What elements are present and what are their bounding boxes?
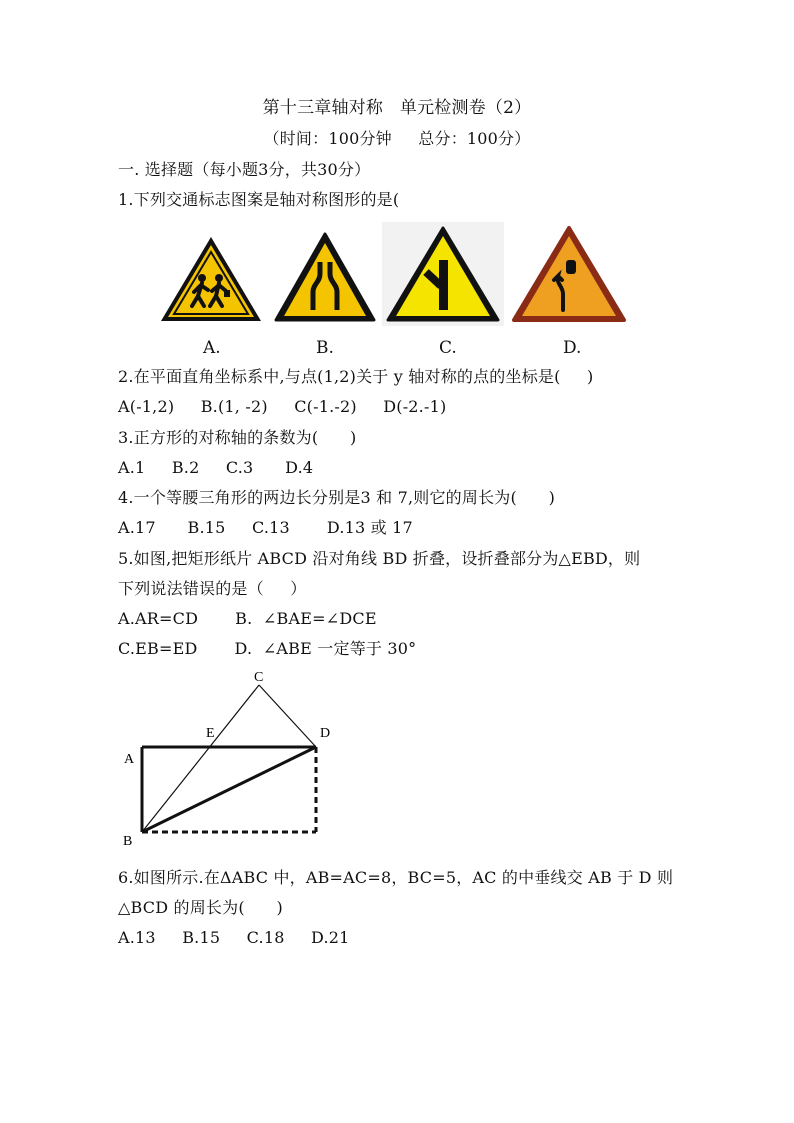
option-b-label: B.	[316, 338, 334, 358]
question-5-stem-line1: 5.如图,把矩形纸片 ABCD 沿对角线 BD 折叠，设折叠部分为△EBD，则	[118, 549, 641, 568]
edge-cd-folded	[259, 685, 316, 747]
point-c-label: C	[254, 670, 264, 685]
question-5-options-line1: A.AR=CD B. ∠BAE=∠DCE	[118, 609, 377, 628]
question-3-stem: 3.正方形的对称轴的条数为( )	[118, 428, 357, 447]
option-a-label: A.	[203, 338, 221, 358]
question-4-options: A.17 B.15 C.13 D.13 或 17	[118, 518, 413, 537]
folded-rectangle-figure	[110, 665, 340, 855]
point-b-label: B	[123, 834, 133, 849]
section-heading: 一. 选择题（每小题3分，共30分）	[118, 160, 371, 179]
question-3-options: A.1 B.2 C.3 D.4	[118, 458, 314, 477]
question-6-stem-line2: △BCD 的周长为( )	[118, 898, 283, 917]
question-1-stem: 1.下列交通标志图案是轴对称图形的是(	[118, 190, 400, 209]
option-c-label: C.	[439, 338, 457, 358]
children-crossing-sign-icon	[158, 234, 264, 324]
page-title: 第十三章轴对称 单元检测卷（2）	[262, 98, 532, 118]
page-subtitle: （时间：100分钟 总分：100分）	[263, 129, 531, 148]
diagonal-bd	[142, 747, 316, 832]
question-4-stem: 4.一个等腰三角形的两边长分别是3 和 7,则它的周长为( )	[118, 488, 556, 507]
question-5-options-line2: C.EB=ED D. ∠ABE 一定等于 30°	[118, 639, 417, 658]
edge-bc-folded	[142, 685, 259, 832]
point-a-label: A	[124, 752, 135, 767]
question-5-stem-line2: 下列说法错误的是（ ）	[118, 579, 307, 598]
road-narrows-both-sides-sign-icon	[273, 230, 377, 324]
point-d-label: D	[320, 726, 331, 741]
point-e-label: E	[206, 726, 215, 741]
option-d-label: D.	[563, 338, 582, 358]
side-road-junction-sign-icon	[382, 222, 504, 326]
question-6-stem-line1: 6.如图所示.在ΔABC 中，AB=AC=8，BC=5，AC 的中垂线交 AB 于 D 则	[118, 868, 674, 887]
question-2-options: A(-1,2) B.(1, -2) C(-1.-2) D(-2.-1)	[118, 397, 447, 416]
question-2-stem: 2.在平面直角坐标系中,与点(1,2)关于 y 轴对称的点的坐标是( )	[118, 367, 594, 386]
question-6-options: A.13 B.15 C.18 D.21	[118, 928, 350, 947]
falling-rocks-sign-icon	[510, 222, 628, 326]
